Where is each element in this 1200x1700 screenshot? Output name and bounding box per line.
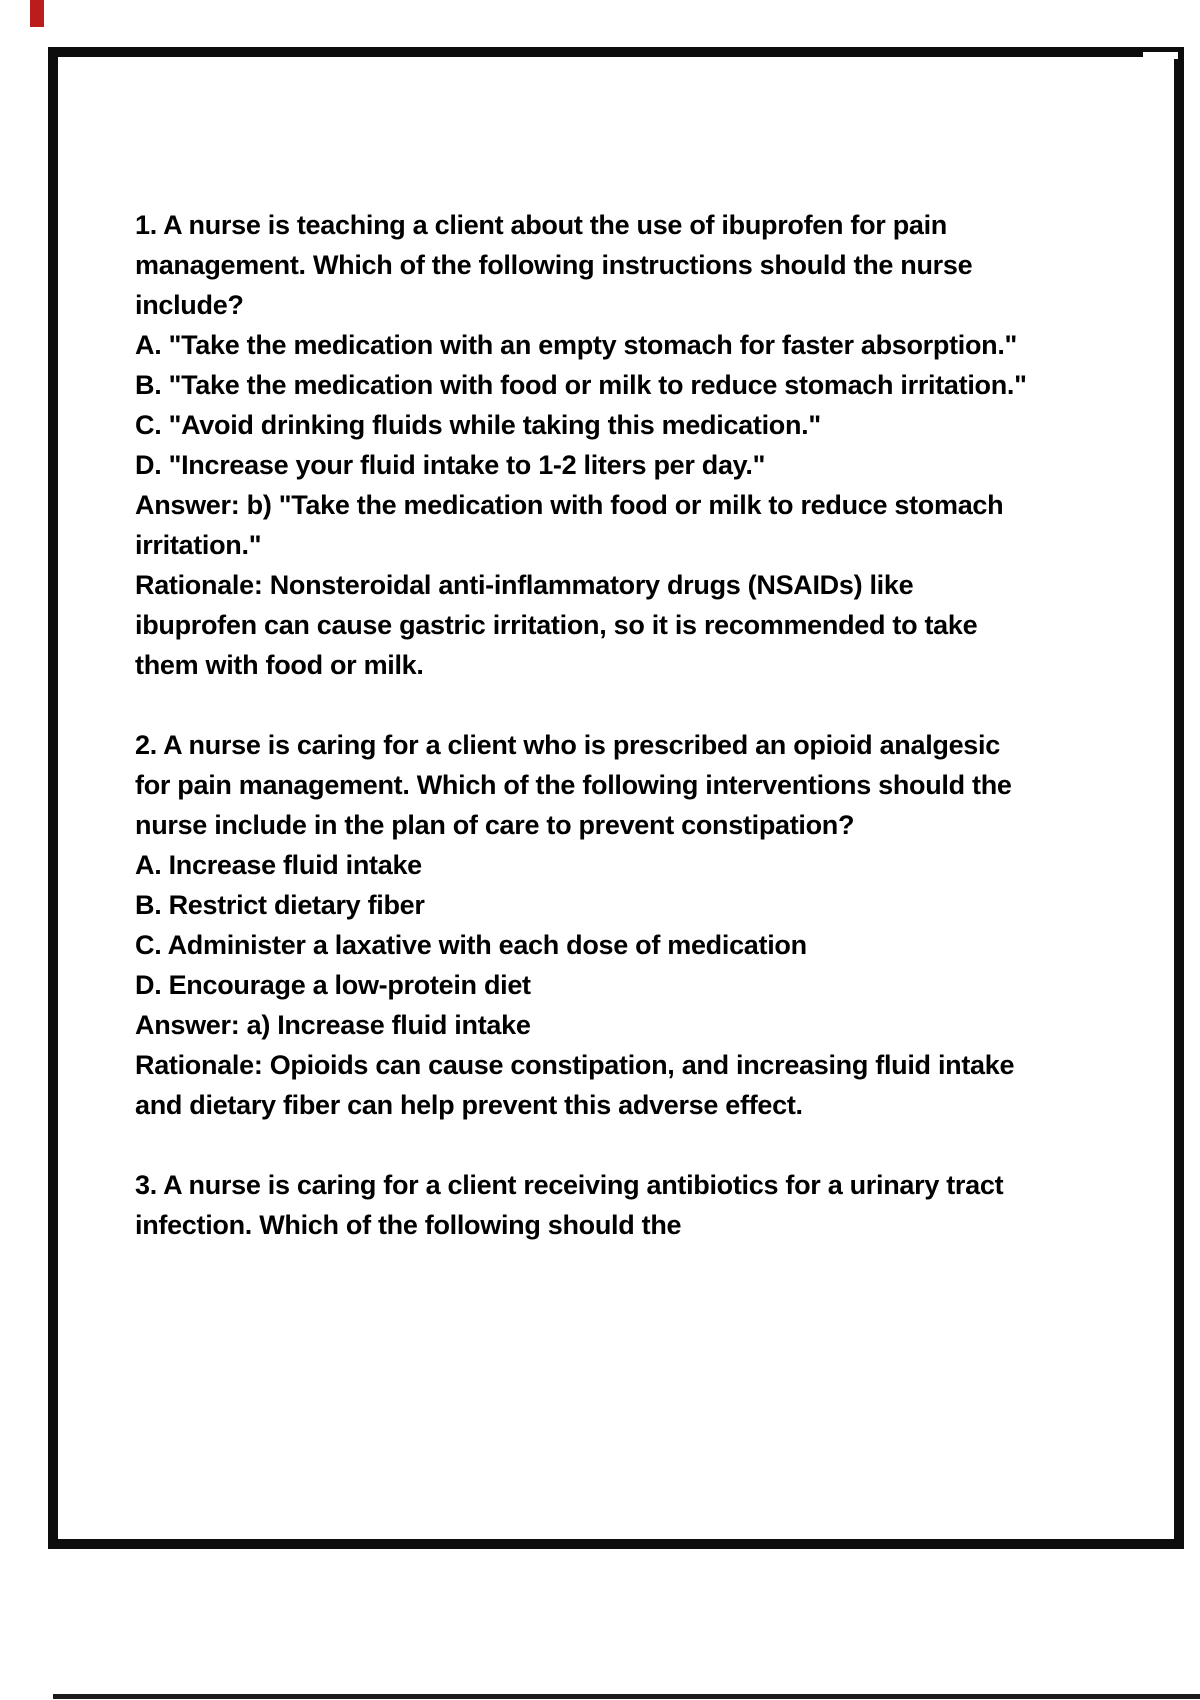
border-notch: [1143, 52, 1178, 59]
answer-line: Answer: b) "Take the medication with food or milk to reduce stomach irritation.": [135, 490, 1004, 560]
question-block-2: [135, 725, 1040, 1125]
option-b: B. "Take the medication with food or milk to reduce stomach irritation.": [135, 370, 1027, 400]
question-stem: 2. A nurse is caring for a client who is prescribed an opioid analgesic for pain management. Which of the following interventions should the nurse include in the plan of care to prevent constipation?: [135, 730, 1012, 840]
question-block-1: [135, 205, 1040, 685]
option-c: C. "Avoid drinking fluids while taking this medication.": [135, 410, 821, 440]
rationale-line: Rationale: Opioids can cause constipation, and increasing fluid intake and dietary fiber can help prevent this adverse effect.: [135, 1050, 1015, 1120]
option-d: D. Encourage a low-protein diet: [135, 970, 531, 1000]
option-a: A. "Take the medication with an empty stomach for faster absorption.": [135, 330, 1018, 360]
question-text-block: [135, 205, 1040, 1245]
option-b: B. Restrict dietary fiber: [135, 890, 425, 920]
option-c: C. Administer a laxative with each dose of medication: [135, 930, 807, 960]
question-stem: 3. A nurse is caring for a client receiving antibiotics for a urinary tract infection. Which of the following should the: [135, 1170, 1004, 1240]
option-d: D. "Increase your fluid intake to 1-2 liters per day.": [135, 450, 766, 480]
question-stem: 1. A nurse is teaching a client about the use of ibuprofen for pain management. Which of the following instructions should the nurse include?: [135, 210, 973, 320]
red-corner-mark: [30, 0, 44, 27]
question-block-3: [135, 1165, 1040, 1245]
option-a: A. Increase fluid intake: [135, 850, 422, 880]
rationale-line: Rationale: Nonsteroidal anti-inflammatory drugs (NSAIDs) like ibuprofen can cause gastric irritation, so it is recommended to take them with food or milk.: [135, 570, 978, 680]
answer-line: Answer: a) Increase fluid intake: [135, 1010, 531, 1040]
bottom-divider-line: [53, 1694, 1200, 1699]
